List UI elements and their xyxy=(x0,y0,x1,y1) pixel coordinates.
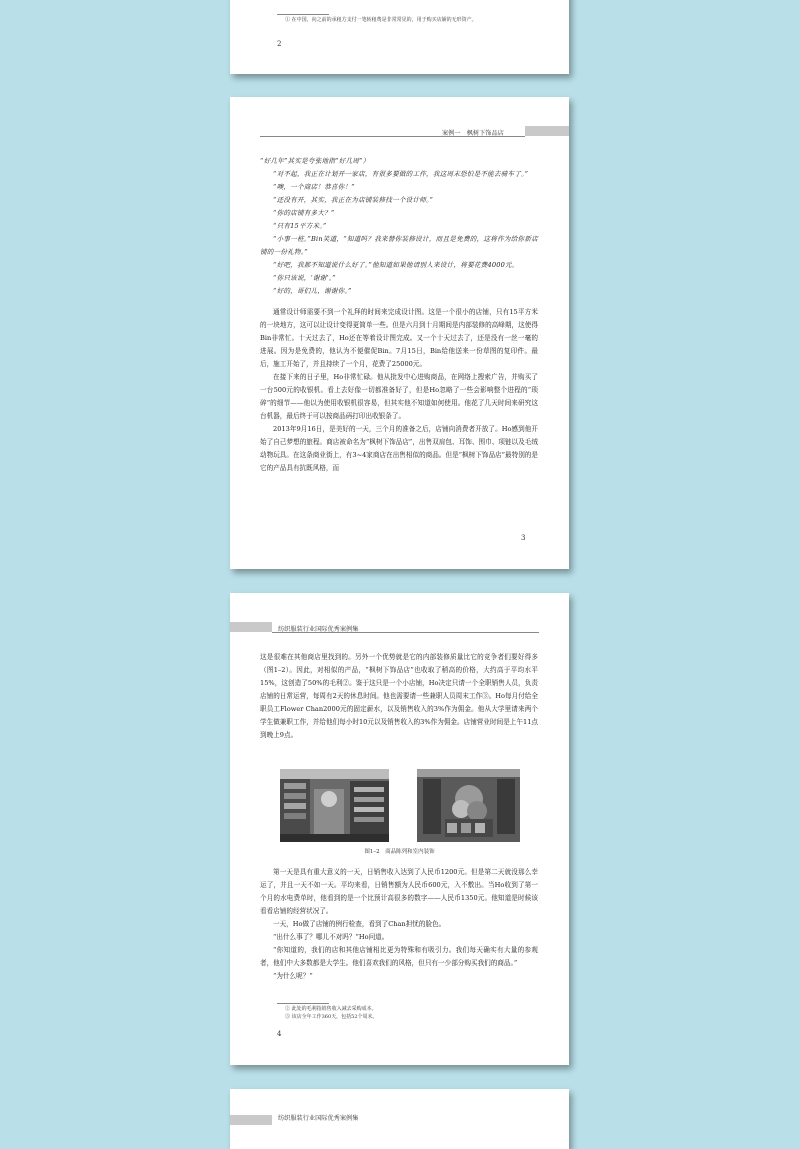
paragraph: “噢，一个商店！恭喜你！” xyxy=(273,183,355,191)
page-4 xyxy=(230,593,569,1065)
paragraph: “好几年”其实是夸张地指“好几周”） xyxy=(260,157,370,165)
page-number: 3 xyxy=(521,534,526,542)
paragraph: 2013年9月16日，是美好的一天，三个月的准备之后，店铺向消费者开放了。Ho感到他开始了自己梦想的旅程。商店被命名为“枫树下饰品店”，出售双肩包、耳饰、围巾、项链以及毛绒动物玩具。在这条商业街上，有3~4家商店在出售相似的商品。但是“枫树下饰品店”最特别的是它的产品具有抗既风格，而 xyxy=(260,425,538,472)
paragraph-block xyxy=(260,306,538,475)
paragraph-block xyxy=(260,866,538,983)
footnote: ① 在中国，向之前的承租方支付一笔转租费是非常常见的，用于购买店铺的无形资产。 xyxy=(285,17,477,23)
running-header: 纺织服装行业国际优秀案例集 xyxy=(278,1115,359,1122)
dialogue-block xyxy=(260,155,538,298)
header-bar xyxy=(230,622,272,632)
page-2 xyxy=(230,0,569,74)
photo-interior-decoration xyxy=(417,769,520,842)
paragraph: “小事一桩。”Bin笑道，“知道吗？我来替你装修设计，而且是免费的，这将作为给你新店铺的一份礼物。” xyxy=(260,235,538,256)
paragraph: “你只该说，‘谢谢’。” xyxy=(273,274,336,282)
paragraph: “为什么呢？” xyxy=(273,972,313,980)
page-number: 2 xyxy=(277,40,282,48)
paragraph: 第一天是具有重大意义的一天，日销售收入达到了人民币1200元。但是第二天就没那么幸运了，并且一天不如一天。平均来看，日销售额为人民币600元，入不敷出。当Ho收到了第一个月的水电费单时，他看到的是一个比预计高很多的数字——人民币1350元。他知道是时候该看看店铺的经营状况了。 xyxy=(260,868,538,915)
footnote-rule xyxy=(277,14,329,15)
page-body xyxy=(260,155,538,475)
paragraph: “对不起，我正在计划开一家店，有很多要做的工作，我这周末恐怕是不能去骑车了。” xyxy=(273,170,529,178)
paragraph: “你的店铺有多大？” xyxy=(273,209,335,217)
page-number: 4 xyxy=(277,1030,282,1038)
page-5 xyxy=(230,1089,569,1149)
paragraph: “只有15平方米。” xyxy=(273,222,327,230)
running-header: 案例一 枫树下饰品店 xyxy=(442,130,504,137)
paragraph: “还没有开，其实，我正在为店铺装修找一个设计师。” xyxy=(273,196,434,204)
paragraph: 这是很难在其他商店里找到的。另外一个优势就是它的内部装修质量比它的竞争者们要好得多（图1–2）。因此，对相似的产品，“枫树下饰品店”也收取了稍高的价格，大约高于平均水平15%，这创造了50%的毛利②。鉴于这只是一个小店铺，Ho决定只请一个全职销售人员，负责店铺的日常运营，每周有2天的休息时间。他也需要请一些兼职人员周末工作③。Ho每月付给全职员工Flower Chan2000元的固定薪水，以及销售收入的3%作为佣金。他从大学里请来两个学生做兼职工作，并给他们每小时10元以及销售收入的3%作为佣金。店铺营业时间是上午11点到晚上9点。 xyxy=(260,653,538,739)
page-body-bottom xyxy=(260,866,538,983)
page-body-top xyxy=(260,651,538,742)
footnote: ② 此处的毛利指销售收入减去采购成本。 xyxy=(285,1006,377,1012)
paragraph: “出什么事了？哪儿不对吗？”Ho问道。 xyxy=(273,933,389,941)
header-bar xyxy=(525,126,569,136)
paragraph: “好的，哥们儿，谢谢你。” xyxy=(273,287,352,295)
running-header: 纺织服装行业国际优秀案例集 xyxy=(278,626,359,633)
footnote: ③ 该店全年工作360天，包括52个周末。 xyxy=(285,1014,378,1020)
paragraph: 通常设计师需要不到一个礼拜的时间来完成设计图。这是一个很小的店铺，只有15平方米的一块地方，这可以让设计变得更简单一些。但是六月到十月期间是内部装修的高峰期，这使得Bin非常忙。十天过去了，Ho还在等着设计图完成。又一个十天过去了，还是没有一丝一毫的进展。因为是免费的，他认为不便催促Bin。7月15日，Bin给他送来一份草图的复印件。最后，施工开始了，并且持续了一个月，花费了25000元。 xyxy=(260,308,538,368)
footnote-rule xyxy=(277,1003,329,1004)
header-bar xyxy=(230,1115,272,1125)
page-3 xyxy=(230,97,569,569)
photo-store-display xyxy=(280,769,389,842)
header-rule xyxy=(272,632,539,633)
paragraph: “好吧，我都不知道说什么好了。”他知道如果他请别人来设计，将要花费4000元。 xyxy=(273,261,519,269)
paragraph: “你知道的，我们的店和其他店铺相比更为特殊和有吸引力。我们每天确实有大量的参观者，他们中大多数都是大学生。他们喜欢我们的风格，但只有一少部分购买我们的商品。” xyxy=(260,946,538,967)
header-rule xyxy=(260,136,525,137)
paragraph: 在接下来的日子里，Ho非常忙碌。他从批发中心进购商品，在网络上搜索广告，并购买了一台500元的收银机。看上去好像一切都准备好了，但是Ho忽略了一些会影响整个进程的“琐碎”的细节——他以为使用收银机很容易，但其实他不知道如何使用。他花了几天时间来研究这台机器，最后终于可以按商品码打印出收银条了。 xyxy=(260,373,538,420)
figure-caption: 图1–2 商品陈列和室内装饰 xyxy=(364,849,435,855)
paragraph: 一天，Ho做了店铺的例行检查，看到了Chan担忧的脸色。 xyxy=(273,920,446,928)
paragraph-block xyxy=(260,651,538,742)
